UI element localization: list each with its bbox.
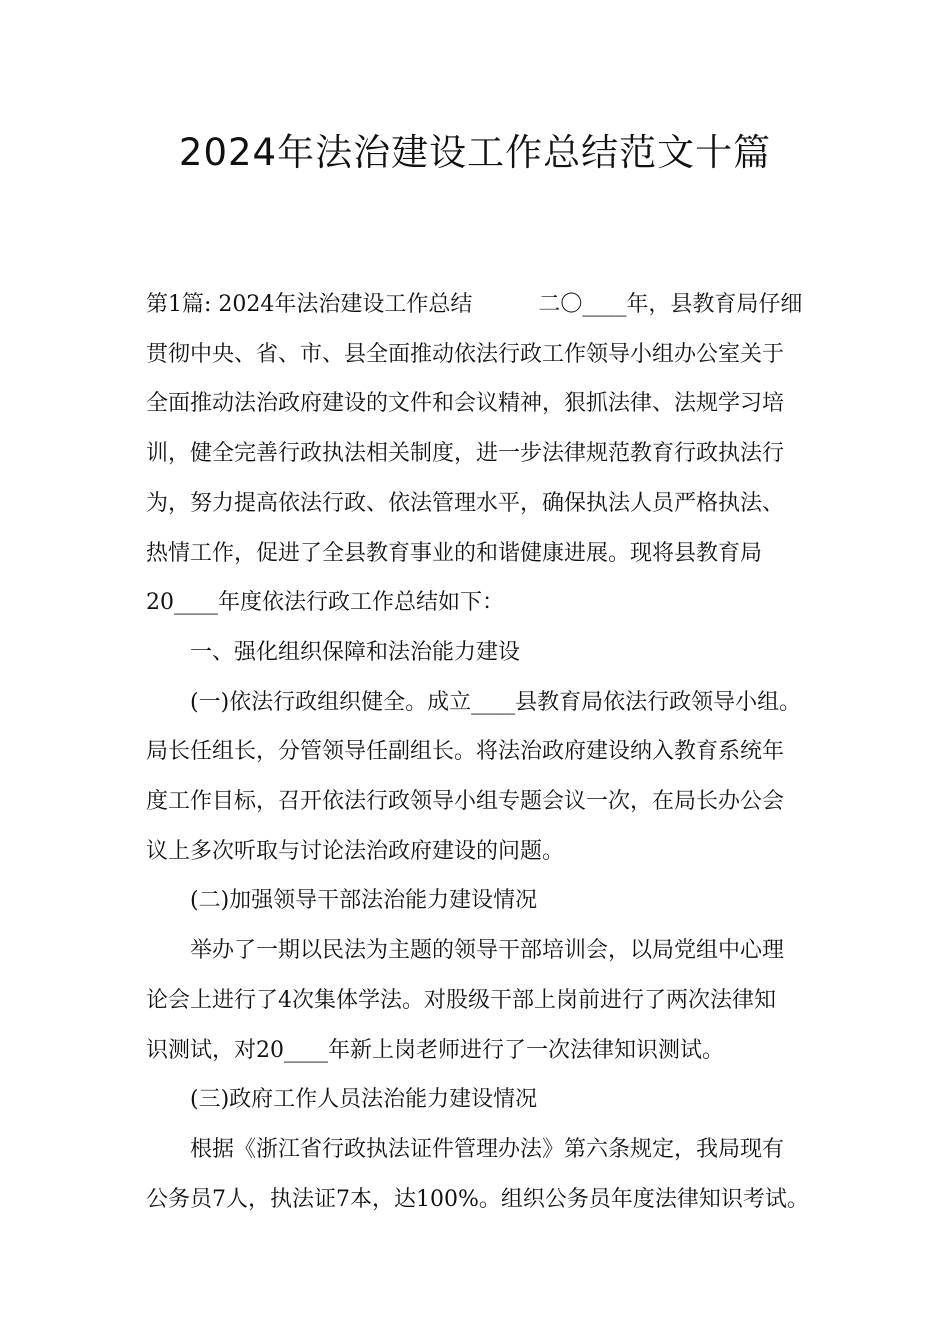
text-line: 局长任组长，分管领导任副组长。将法治政府建设纳入教育系统年: [146, 739, 785, 765]
text-line: 公务员7人，执法证7本，达100%。组织公务员年度法律知识考试。: [146, 1186, 809, 1212]
document-body: [146, 280, 826, 1224]
text-line: 全面推动法治政府建设的文件和会议精神，狠抓法律、法规学习培: [146, 391, 785, 417]
text-line: 训，健全完善行政执法相关制度，进一步法律规范教育行政执法行: [146, 441, 785, 467]
text-line: 论会上进行了4次集体学法。对股级干部上岗前进行了两次法律知: [146, 987, 776, 1013]
document-title: 2024年法治建设工作总结范文十篇: [178, 131, 772, 174]
text-line: (一)依法行政组织健全。成立____县教育局依法行政领导小组。: [190, 689, 802, 715]
text-line: 热情工作，促进了全县教育事业的和谐健康进展。现将县教育局: [146, 540, 763, 566]
text-line: 根据《浙江省行政执法证件管理办法》第六条规定，我局现有: [190, 1136, 785, 1162]
text-line: 度工作目标，召开依法行政领导小组专题会议一次，在局长办公会: [146, 789, 785, 815]
text-line: 识测试，对20____年新上岗老师进行了一次法律知识测试。: [146, 1037, 724, 1063]
text-line: 举办了一期以民法为主题的领导干部培训会，以局党组中心理: [190, 938, 785, 964]
text-line: 贯彻中央、省、市、县全面推动依法行政工作领导小组办公室关于: [146, 341, 785, 367]
text-line: 议上多次听取与讨论法治政府建设的问题。: [146, 838, 565, 864]
text-line: 为，努力提高依法行政、依法管理水平，确保执法人员严格执法、: [146, 490, 785, 516]
subsection-heading: (二)加强领导干部法治能力建设情况: [190, 888, 538, 914]
section-heading: 一、强化组织保障和法治能力建设: [190, 639, 521, 665]
subsection-heading: (三)政府工作人员法治能力建设情况: [190, 1087, 538, 1113]
text-line: 20____年度依法行政工作总结如下：: [146, 590, 504, 616]
text-line: 第1篇: 2024年法治建设工作总结 二〇____年，县教育局仔细: [146, 292, 803, 317]
